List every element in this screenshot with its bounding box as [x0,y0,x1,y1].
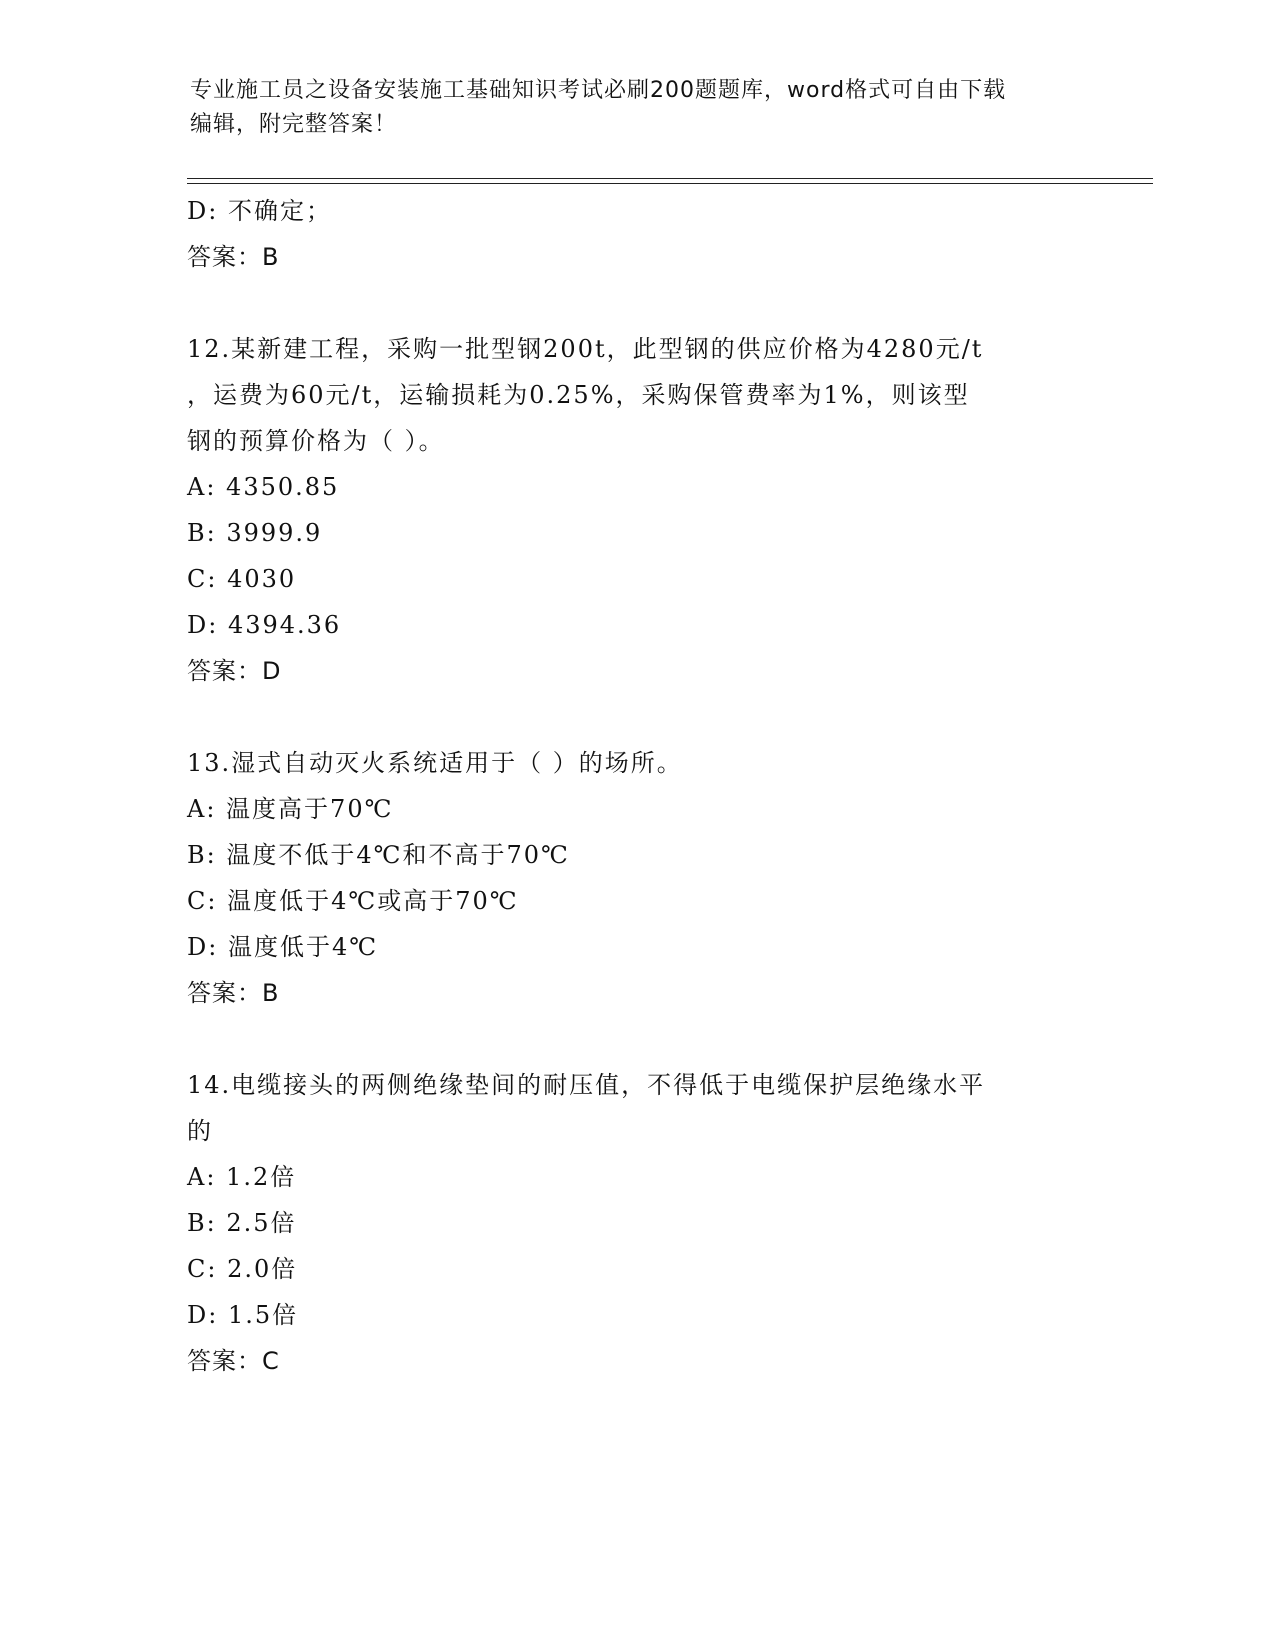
question-12-stem-line-2: ，运费为60元/t，运输损耗为0.25%，采购保管费率为1%，则该型 [187,381,970,409]
question-14-option-c: C: 2.0倍 [187,1255,298,1283]
question-12-option-b: B: 3999.9 [187,519,323,547]
question-13-option-a: A: 温度高于70℃ [187,795,394,823]
question-14 [187,1062,1087,1384]
header-divider [187,178,1153,184]
question-14-option-d: D: 1.5倍 [187,1301,299,1329]
question-13-option-d: D: 温度低于4℃ [187,933,379,961]
question-14-stem-line-1: 14.电缆接头的两侧绝缘垫间的耐压值，不得低于电缆保护层绝缘水平 [187,1071,986,1099]
question-12-answer: 答案：D [187,657,282,685]
question-13-option-b: B: 温度不低于4℃和不高于70℃ [187,841,570,869]
question-14-option-b: B: 2.5倍 [187,1209,297,1237]
question-12-option-a: A: 4350.85 [187,473,340,501]
question-13-option-c: C: 温度低于4℃或高于70℃ [187,887,519,915]
question-12 [187,326,1087,694]
header-title-line-1: 专业施工员之设备安装施工基础知识考试必刷200题题库，word格式可自由下载 [190,78,1007,103]
question-14-answer: 答案：C [187,1347,280,1375]
question-12-option-d: D: 4394.36 [187,611,342,639]
header-title-line-2: 编辑，附完整答案！ [190,112,398,137]
question-13 [187,740,1087,1016]
spacer [187,280,1087,326]
question-12-stem-line-3: 钢的预算价格为（ ）。 [187,427,445,455]
question-14-stem-line-2: 的 [187,1117,213,1145]
document-header [190,74,1090,142]
spacer [187,1016,1087,1062]
prev-question-option-d: D: 不确定； [187,197,332,225]
document-body [187,188,1087,1384]
question-13-answer: 答案：B [187,979,280,1007]
question-12-stem-line-1: 12.某新建工程，采购一批型钢200t，此型钢的供应价格为4280元/t [187,335,984,363]
question-14-option-a: A: 1.2倍 [187,1163,297,1191]
question-13-stem: 13.湿式自动灭火系统适用于（ ）的场所。 [187,749,683,777]
question-12-option-c: C: 4030 [187,565,297,593]
prev-question-answer: 答案：B [187,243,280,271]
spacer [187,694,1087,740]
